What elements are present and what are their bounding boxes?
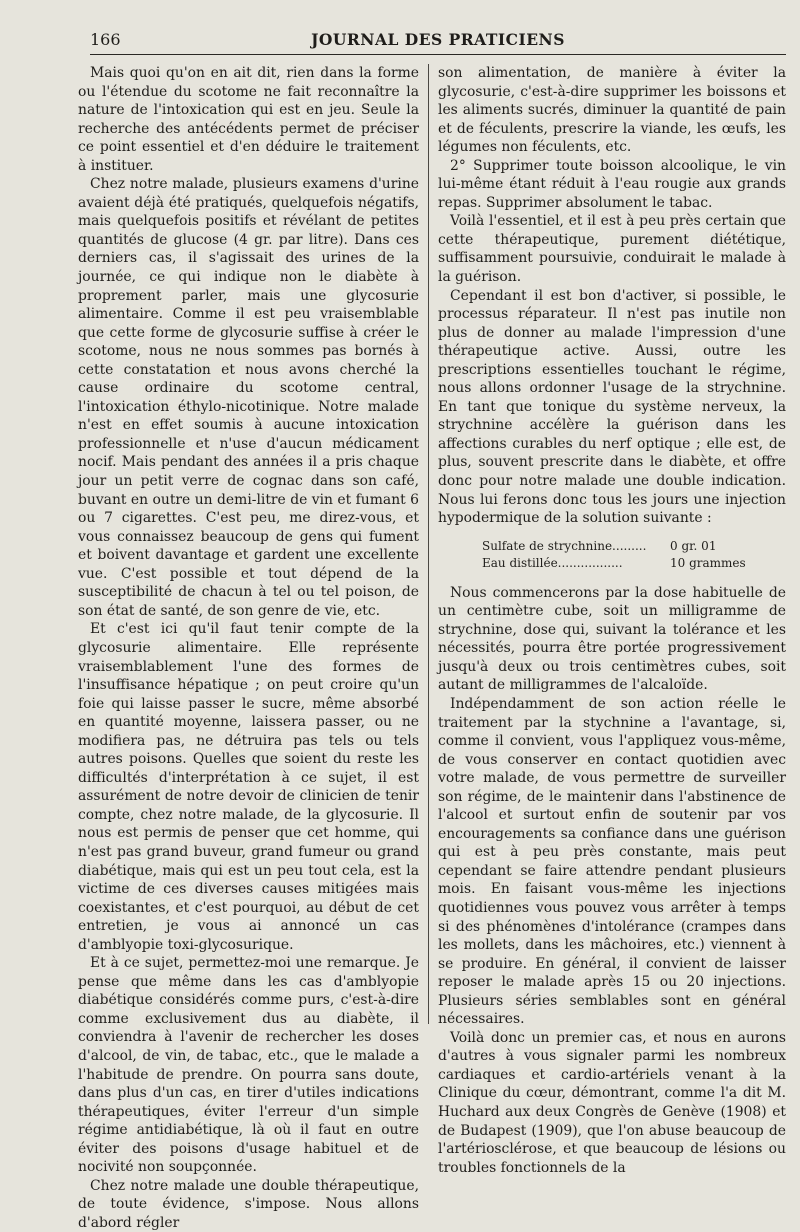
- formula-row: [482, 555, 786, 572]
- formula-quantity: 0 gr. 01: [670, 538, 717, 553]
- paragraph: Voilà donc un premier cas, et nous en aurons d'autres à vous signaler parmi les nombreux cardiaques et cardio-artériels venant à la Clinique du cœur, démontrant, comme l'a dit M. Huchard aux deux Congrès de Genève (1908) et de Budapest (1909), que l'on abuse beaucoup de l'artériosclérose, et que beaucoup de lésions ou troubles fonctionnels de la: [438, 1029, 786, 1176]
- right-column: [438, 64, 786, 1177]
- paragraph: Cependant il est bon d'activer, si possible, le processus réparateur. Il n'est pas inutile non plus de donner au malade l'impression d'une thérapeutique active. Aussi, outre les prescriptions essentielles touchant le régime, nous allons ordonner l'usage de la strychnine. En tant que tonique du système nerveux, la strychnine accélère la guérison dans les affections curables du nerf optique ; elle est, de plus, souvent prescrite dans le diabète, et offre donc pour notre malade une double indication. Nous lui ferons donc tous les jours une injection hypodermique de la solution suivante :: [438, 287, 786, 527]
- column-divider: [428, 64, 429, 1024]
- page-number: 166: [90, 30, 121, 49]
- paragraph: Indépendamment de son action réelle le traitement par la stychnine a l'avantage, si, comme il convient, vous l'appliquez vous-même, de vous conserver en contact quotidien avec votre malade, de vous permettre de surveiller son régime, de le maintenir dans l'abstinence de l'alcool et surtout enfin de soutenir par vos encouragements sa confiance dans une guérison qui est à peu près constante, mais peut cependant se faire attendre pendant plusieurs mois. En faisant vous-même les injections quotidiennes vous pouvez vous arrêter à temps si des phénomènes d'intolérance (crampes dans les mollets, dans les mâchoires, etc.) viennent à se produire. En général, il convient de laisser reposer le malade après 15 ou 20 injections. Plusieurs séries semblables sont en général nécessaires.: [438, 695, 786, 1028]
- paragraph: Et c'est ici qu'il faut tenir compte de la glycosurie alimentaire. Elle représente vraisemblablement l'une des formes de l'insuffisance hépatique ; on peut croire qu'un foie qui laisse passer le sucre, même absorbé en quantité moyenne, laissera passer, ou ne modifiera pas, ne détruira pas tels ou tels autres poisons. Quelles que soient du reste les difficultés d'interprétation à ce sujet, il est assurément de notre devoir de clinicien de tenir compte, chez notre malade, de la glycosurie. Il nous est permis de penser que cet homme, qui n'est pas grand buveur, grand fumeur ou grand diabétique, mais qui est un peu tout cela, est la victime de ces diverses causes mitigées mais coexistantes, et c'est pourquoi, au début de cet entretien, je vous ai annoncé un cas d'amblyopie toxi-glycosurique.: [78, 621, 419, 953]
- paragraph: son alimentation, de manière à éviter la glycosurie, c'est-à-dire supprimer les boissons et les aliments sucrés, diminuer la quantité de pain et de féculents, prescrire la viande, les œufs, les légumes non féculents, etc.: [438, 65, 786, 156]
- paragraph: Et à ce sujet, permettez-moi une remarque. Je pense que même dans les cas d'amblyopie diabétique considérés comme purs, c'est-à-dire comme exclusivement dus au diabète, il conviendra à l'avenir de rechercher les doses d'alcool, de vin, de tabac, etc., que le malade a l'habitude de prendre. On pourra sans doute, dans plus d'un cas, en tirer d'utiles indications thérapeutiques, éviter l'erreur d'un simple régime antidiabétique, là où il faut en outre éviter des poisons d'usage habituel et de nocivité non soupçonnée.: [78, 955, 419, 1176]
- paragraph: Voilà l'essentiel, et il est à peu près certain que cette thérapeutique, purement diététique, suffisamment poursuivie, conduirait le malade à la guérison.: [438, 213, 786, 286]
- formula-row: [482, 538, 786, 555]
- formula-quantity: 10 grammes: [670, 555, 746, 570]
- paragraph: 2° Supprimer toute boisson alcoolique, le vin lui-même étant réduit à l'eau rougie aux grands repas. Supprimer absolument le tabac.: [438, 157, 786, 211]
- paragraph: Chez notre malade, plusieurs examens d'urine avaient déjà été pratiqués, quelquefois négatifs, mais quelquefois positifs et révélant de petites quantités de glucose (4 gr. par litre). Dans ces derniers cas, il s'agissait des urines de la journée, ce qui indique non le diabète à proprement parler, mais une glycosurie alimentaire. Comme il est peu vraisemblable que cette forme de glycosurie suffise à créer le scotome, nous ne nous sommes pas bornés à cette constatation et nous avons cherché la cause ordinaire du scotome central, l'intoxication éthylo-nicotinique. Notre malade n'est en effet soumis à aucune intoxication professionnelle et n'use d'aucun médicament nocif. Mais pendant des années il a pris chaque jour un petit verre de cognac dans son café, buvant en outre un demi-litre de vin et fumant 6 ou 7 cigarettes. C'est peu, me direz-vous, et vous connaissez beaucoup de gens qui fument et boivent davantage et gardent une excellente vue. C'est possible et tout dépend de la susceptibilité de chacun à tel ou tel poison, de son état de santé, de son genre de vie, etc.: [78, 176, 419, 619]
- formula-ingredient: Sulfate de strychnine.........: [482, 538, 647, 553]
- left-column: [78, 64, 419, 1232]
- prescription-formula: [482, 538, 786, 572]
- paragraph: Chez notre malade une double thérapeutique, de toute évidence, s'impose. Nous allons d'abord régler: [78, 1177, 419, 1231]
- page-header: [90, 28, 786, 55]
- journal-title: JOURNAL DES PRATICIENS: [311, 30, 565, 49]
- paragraph: Nous commencerons par la dose habituelle de un centimètre cube, soit un milligramme de strychnine, dose qui, suivant la tolérance et les nécessités, pourra être portée progressivement jusqu'à deux ou trois centimètres cubes, soit autant de milligrammes de l'alcaloïde.: [438, 584, 786, 694]
- formula-ingredient: Eau distillée.................: [482, 555, 623, 570]
- paragraph: Mais quoi qu'on en ait dit, rien dans la forme ou l'étendue du scotome ne fait reconnaître la nature de l'intoxication qui est en jeu. Seule la recherche des antécédents permet de préciser ce point essentiel et d'en déduire le traitement à instituer.: [78, 65, 419, 174]
